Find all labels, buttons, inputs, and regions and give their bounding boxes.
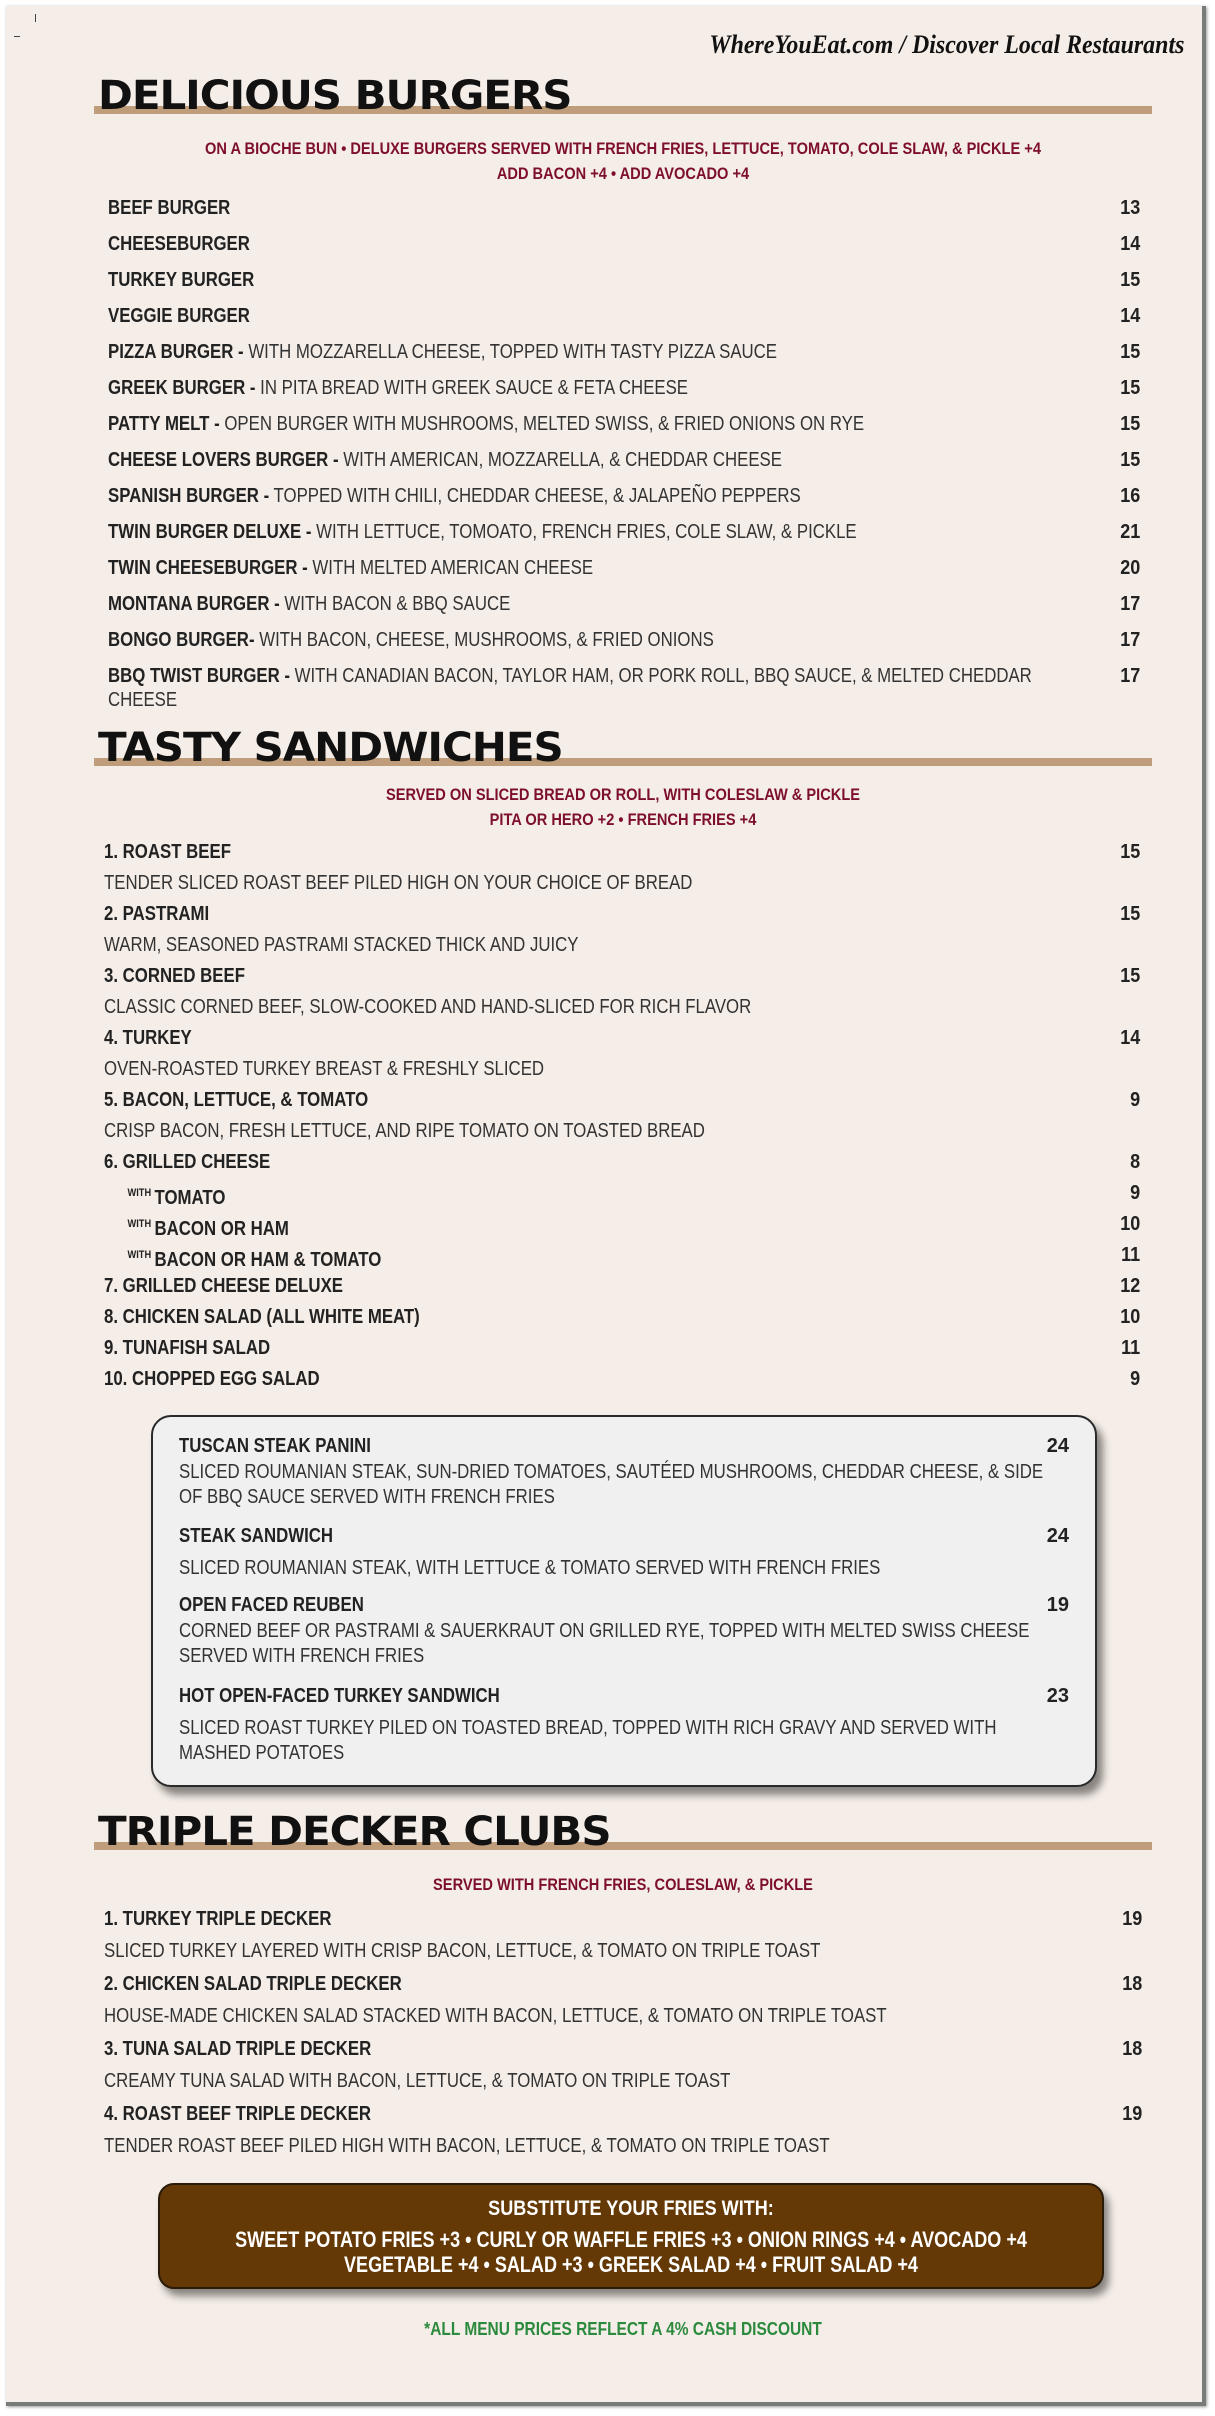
section-title: TASTY SANDWICHES <box>98 725 563 771</box>
menu-item <box>108 340 1140 364</box>
item-desc: SLICED ROUMANIAN STEAK, WITH LETTUCE & TOMATO SERVED WITH FRENCH FRIES <box>179 1557 881 1579</box>
item-price: 17 <box>1119 665 1140 687</box>
item-price: 21 <box>1119 521 1140 543</box>
item-name: 4. ROAST BEEF TRIPLE DECKER <box>104 2103 371 2125</box>
item-price: 14 <box>1119 1027 1140 1049</box>
with-label: WITH <box>127 1218 152 1230</box>
menu-item <box>104 1150 1140 1174</box>
item-desc: SLICED TURKEY LAYERED WITH CRISP BACON, LETTUCE, & TOMATO ON TRIPLE TOAST <box>104 1940 821 1962</box>
item-price: 8 <box>1129 1151 1140 1173</box>
item-desc: WITH MELTED AMERICAN CHEESE <box>307 557 594 579</box>
item-price: 18 <box>1121 1973 1142 1995</box>
item-price: 11 <box>1120 1337 1140 1359</box>
menu-item <box>108 664 1140 712</box>
item-price: 23 <box>1046 1685 1069 1707</box>
item-name: TWIN BURGER DELUXE - <box>108 521 312 543</box>
menu-item <box>104 1907 1142 1931</box>
menu-item-option <box>104 1243 1140 1272</box>
item-name: 9. TUNAFISH SALAD <box>104 1337 271 1359</box>
menu-item <box>108 556 1140 580</box>
featured-item <box>179 1435 1069 1510</box>
item-name: GREEK BURGER - <box>108 377 256 399</box>
with-label: WITH <box>127 1187 152 1199</box>
item-price: 10 <box>1119 1306 1140 1328</box>
item-price: 14 <box>1119 305 1140 327</box>
item-name: 1. ROAST BEEF <box>104 841 231 863</box>
item-price: 10 <box>1119 1213 1140 1235</box>
item-name: SPANISH BURGER - <box>108 485 270 507</box>
item-name: 8. CHICKEN SALAD (ALL WHITE MEAT) <box>104 1306 420 1328</box>
menu-item <box>108 196 1140 220</box>
menu-item <box>108 592 1140 616</box>
item-name: BONGO BURGER- <box>108 629 255 651</box>
sandwiches-section-header <box>94 726 1152 776</box>
item-name: TURKEY BURGER <box>108 269 255 291</box>
item-desc: IN PITA BREAD WITH GREEK SAUCE & FETA CHEESE <box>255 377 689 399</box>
item-name: VEGGIE BURGER <box>108 305 250 327</box>
item-desc: OPEN BURGER WITH MUSHROOMS, MELTED SWISS, & FRIED ONIONS ON RYE <box>219 413 865 435</box>
item-price: 24 <box>1046 1435 1069 1457</box>
item-desc: SLICED ROAST TURKEY PILED ON TOASTED BREAD, TOPPED WITH RICH GRAVY AND SERVED WITH MASHED POTATOES <box>179 1717 997 1764</box>
item-price: 9 <box>1129 1089 1140 1111</box>
item-name: 2. PASTRAMI <box>104 903 210 925</box>
item-name: 4. TURKEY <box>104 1027 192 1049</box>
item-desc: WITH AMERICAN, MOZZARELLA, & CHEDDAR CHEESE <box>338 449 782 471</box>
item-desc: WITH BACON, CHEESE, MUSHROOMS, & FRIED ONIONS <box>254 629 714 651</box>
item-price: 15 <box>1119 965 1140 987</box>
menu-item <box>108 628 1140 652</box>
item-name: TOMATO <box>154 1186 226 1209</box>
item-price: 16 <box>1119 485 1140 507</box>
menu-item <box>104 1972 1142 1996</box>
item-name: CHEESE LOVERS BURGER - <box>108 449 339 471</box>
item-price: 14 <box>1119 233 1140 255</box>
item-name: 3. CORNED BEEF <box>104 965 245 987</box>
item-name: BACON OR HAM & TOMATO <box>154 1248 382 1271</box>
item-desc: WARM, SEASONED PASTRAMI STACKED THICK AND JUICY <box>104 934 579 956</box>
menu-item <box>104 2102 1142 2126</box>
item-desc: WITH LETTUCE, TOMOATO, FRENCH FRIES, COLE SLAW, & PICKLE <box>311 521 857 543</box>
item-desc: CRISP BACON, FRESH LETTUCE, AND RIPE TOMATO ON TOASTED BREAD <box>104 1120 705 1142</box>
menu-item <box>104 1336 1140 1360</box>
item-price: 15 <box>1119 449 1140 471</box>
section-note: SERVED ON SLICED BREAD OR ROLL, WITH COLESLAW & PICKLE <box>385 785 861 804</box>
item-name: PATTY MELT - <box>108 413 220 435</box>
item-name: BACON OR HAM <box>154 1217 289 1240</box>
item-name: BEEF BURGER <box>108 197 231 219</box>
menu-page <box>6 6 1206 2406</box>
item-price: 17 <box>1119 629 1140 651</box>
featured-item <box>179 1594 1069 1669</box>
item-name: 1. TURKEY TRIPLE DECKER <box>104 1908 332 1930</box>
crop-mark <box>35 14 36 22</box>
item-desc: HOUSE-MADE CHICKEN SALAD STACKED WITH BACON, LETTUCE, & TOMATO ON TRIPLE TOAST <box>104 2005 887 2027</box>
item-name: 7. GRILLED CHEESE DELUXE <box>104 1275 343 1297</box>
item-desc: TOPPED WITH CHILI, CHEDDAR CHEESE, & JALAPEÑO PEPPERS <box>269 485 801 507</box>
item-price: 15 <box>1119 841 1140 863</box>
item-price: 24 <box>1046 1525 1069 1547</box>
item-desc: OVEN-ROASTED TURKEY BREAST & FRESHLY SLICED <box>104 1058 545 1080</box>
menu-item <box>104 1026 1140 1050</box>
item-price: 11 <box>1120 1244 1140 1266</box>
item-name: TWIN CHEESEBURGER - <box>108 557 308 579</box>
item-name: STEAK SANDWICH <box>179 1525 334 1547</box>
item-desc: CLASSIC CORNED BEEF, SLOW-COOKED AND HAND-SLICED FOR RICH FLAVOR <box>104 996 752 1018</box>
section-note: ADD BACON +4 • ADD AVOCADO +4 <box>496 164 750 183</box>
item-desc: WITH CANADIAN BACON, TAYLOR HAM, OR PORK ROLL, BBQ SAUCE, & MELTED CHEDDAR CHEESE <box>108 665 1032 711</box>
item-desc: CREAMY TUNA SALAD WITH BACON, LETTUCE, & TOMATO ON TRIPLE TOAST <box>104 2070 731 2092</box>
item-name: PIZZA BURGER - <box>108 341 244 363</box>
menu-item <box>104 1274 1140 1298</box>
item-price: 20 <box>1119 557 1140 579</box>
item-name: HOT OPEN-FACED TURKEY SANDWICH <box>179 1685 500 1707</box>
menu-item <box>108 484 1140 508</box>
item-desc: WITH BACON & BBQ SAUCE <box>279 593 511 615</box>
menu-item <box>104 2037 1142 2061</box>
item-price: 17 <box>1119 593 1140 615</box>
substitute-fries-box <box>158 2183 1104 2289</box>
menu-item <box>104 1367 1140 1391</box>
substitute-options: VEGETABLE +4 • SALAD +3 • GREEK SALAD +4 • FRUIT SALAD +4 <box>344 2252 918 2277</box>
section-title: TRIPLE DECKER CLUBS <box>98 1809 611 1855</box>
item-name: 5. BACON, LETTUCE, & TOMATO <box>104 1089 369 1111</box>
menu-item <box>108 448 1140 472</box>
item-price: 19 <box>1121 2103 1142 2125</box>
menu-item-option <box>104 1212 1140 1241</box>
item-name: 3. TUNA SALAD TRIPLE DECKER <box>104 2038 372 2060</box>
item-price: 15 <box>1119 377 1140 399</box>
item-name: 6. GRILLED CHEESE <box>104 1151 271 1173</box>
featured-item <box>179 1525 1069 1581</box>
menu-item <box>104 1305 1140 1329</box>
item-price: 15 <box>1119 903 1140 925</box>
item-price: 12 <box>1119 1275 1140 1297</box>
menu-item <box>104 1088 1140 1112</box>
item-name: 2. CHICKEN SALAD TRIPLE DECKER <box>104 1973 402 1995</box>
item-name: 10. CHOPPED EGG SALAD <box>104 1368 320 1390</box>
item-name: OPEN FACED REUBEN <box>179 1594 364 1616</box>
item-price: 15 <box>1119 341 1140 363</box>
menu-item <box>108 232 1140 256</box>
clubs-section-header <box>94 1810 1152 1860</box>
item-price: 13 <box>1119 197 1140 219</box>
menu-item <box>108 412 1140 436</box>
item-name: MONTANA BURGER - <box>108 593 280 615</box>
item-name: TUSCAN STEAK PANINI <box>179 1435 371 1457</box>
site-title: WhereYouEat.com / Discover Local Restaurants <box>708 30 1184 59</box>
item-price: 19 <box>1121 1908 1142 1930</box>
featured-item <box>179 1685 1069 1766</box>
item-price: 19 <box>1046 1594 1069 1616</box>
item-price: 9 <box>1129 1182 1140 1204</box>
cash-discount-note: *ALL MENU PRICES REFLECT A 4% CASH DISCOUNT <box>424 2319 822 2339</box>
menu-item <box>108 304 1140 328</box>
item-name: BBQ TWIST BURGER - <box>108 665 290 687</box>
substitute-options: SWEET POTATO FRIES +3 • CURLY OR WAFFLE FRIES +3 • ONION RINGS +4 • AVOCADO +4 <box>235 2227 1027 2252</box>
menu-item <box>108 268 1140 292</box>
item-price: 9 <box>1129 1368 1140 1390</box>
item-desc: WITH MOZZARELLA CHEESE, TOPPED WITH TASTY PIZZA SAUCE <box>243 341 777 363</box>
menu-item <box>104 902 1140 926</box>
featured-sandwiches-box <box>151 1415 1097 1787</box>
crop-mark <box>14 36 20 37</box>
with-label: WITH <box>127 1249 152 1261</box>
section-note: PITA OR HERO +2 • FRENCH FRIES +4 <box>489 810 757 829</box>
item-price: 15 <box>1119 269 1140 291</box>
burgers-section-header <box>94 68 1152 118</box>
item-price: 15 <box>1119 413 1140 435</box>
item-desc: CORNED BEEF OR PASTRAMI & SAUERKRAUT ON GRILLED RYE, TOPPED WITH MELTED SWISS CHEESE SERVED WITH FRENCH FRIES <box>179 1620 1030 1667</box>
section-note: SERVED WITH FRENCH FRIES, COLESLAW, & PICKLE <box>433 1875 813 1894</box>
menu-item <box>108 376 1140 400</box>
item-desc: SLICED ROUMANIAN STEAK, SUN-DRIED TOMATOES, SAUTÉED MUSHROOMS, CHEDDAR CHEESE, & SIDE OF BBQ SAUCE SERVED WITH FRENCH FRIES <box>179 1461 1044 1508</box>
menu-item <box>108 520 1140 544</box>
section-title: DELICIOUS BURGERS <box>98 73 572 119</box>
menu-item <box>104 964 1140 988</box>
item-desc: TENDER SLICED ROAST BEEF PILED HIGH ON YOUR CHOICE OF BREAD <box>104 872 693 894</box>
item-name: CHEESEBURGER <box>108 233 250 255</box>
substitute-title: SUBSTITUTE YOUR FRIES WITH: <box>488 2197 774 2220</box>
section-note: ON A BIOCHE BUN • DELUXE BURGERS SERVED WITH FRENCH FRIES, LETTUCE, TOMATO, COLE SLAW, & PICKLE +4 <box>205 139 1041 158</box>
menu-item <box>104 840 1140 864</box>
item-desc: TENDER ROAST BEEF PILED HIGH WITH BACON, LETTUCE, & TOMATO ON TRIPLE TOAST <box>104 2135 830 2157</box>
item-price: 18 <box>1121 2038 1142 2060</box>
menu-item-option <box>104 1181 1140 1210</box>
